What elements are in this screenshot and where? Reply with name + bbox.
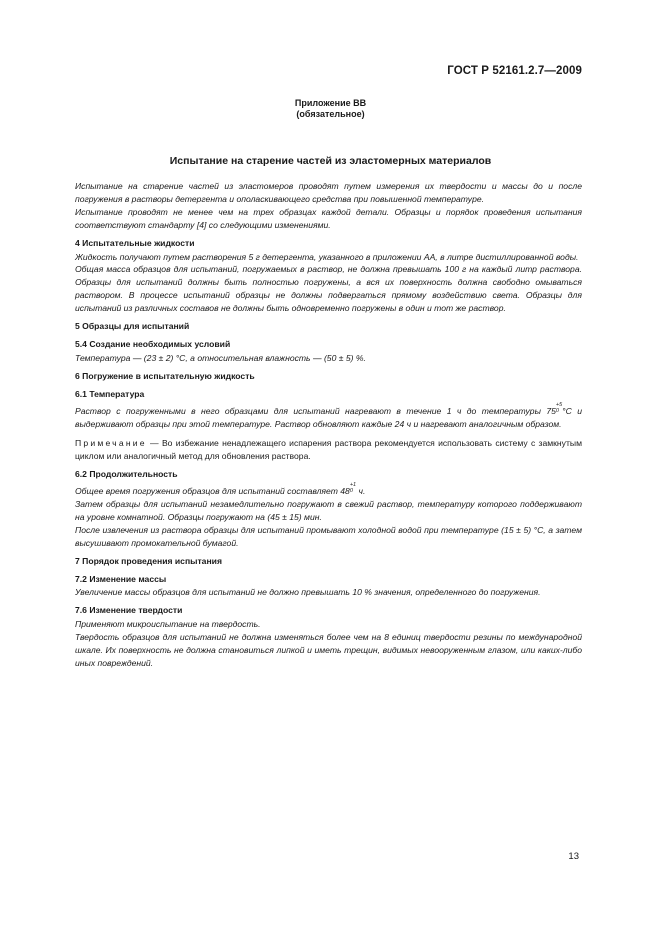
section-5-4-heading: 5.4 Создание необходимых условий <box>75 338 231 349</box>
temperature-value: 75 <box>546 405 556 416</box>
duration-unit: ч. <box>358 486 366 497</box>
document-body <box>75 180 582 670</box>
annex-title: Испытание на старение частей из эластомерных материалов <box>169 155 492 167</box>
note-paragraph <box>75 437 582 463</box>
section-7-2-text: Увеличение массы образцов для испытаний не должно превышать 10 % значения, определенного до погружения. <box>75 587 541 598</box>
section-6-2-text-b: Затем образцы для испытаний незамедлительно погружают в свежий раствор, температуру которого поддерживают на уровне комнатной. Образцы погружают на (45 ± 15) мин. <box>75 499 582 522</box>
section-6-1-heading: 6.1 Температура <box>75 388 145 399</box>
section-6-1-text-b: °С и выдерживают образцы при этой температуре. Раствор обновляют каждые 24 ч и нагревают аналогичным образом. <box>75 405 583 429</box>
section-6-2-text-c: После извлечения из раствора образцы для испытаний промывают холодной водой при температуре (15 ± 5) °С, а затем высушивают промокательной бумагой. <box>75 524 582 548</box>
duration-tolerance-lower: 0 <box>349 488 353 495</box>
section-6-2-text-a <box>75 482 582 498</box>
intro-paragraph-1: Испытание на старение частей из эластомеров проводят путем измерения их твердости и массы до и после погружения в растворы детергента и ополаскивающего средства при повышенной температуре. <box>75 181 582 204</box>
section-5-4-text: Температура — (23 ± 2) °С, а относительная влажность — (50 ± 5) %. <box>75 352 366 363</box>
duration-tolerance-upper: +1 <box>349 482 357 489</box>
temperature-tolerance-upper: +5 <box>555 401 563 408</box>
section-6-1-text-a: Раствор с погруженными в него образцами для испытаний нагревают в течение 1 ч до температуры <box>75 405 541 416</box>
standard-designation: ГОСТ Р 52161.2.7—2009 <box>447 65 582 77</box>
duration-tolerance <box>350 482 356 494</box>
section-4-heading: 4 Испытательные жидкости <box>75 237 195 248</box>
section-7-6-text-a: Применяют микроиспытание на твердость. <box>75 619 261 630</box>
annex-status: (обязательное) <box>296 109 365 119</box>
duration-text: Общее время погружения образцов для испытаний составляет <box>75 486 338 497</box>
section-5-heading: 5 Образцы для испытаний <box>75 321 190 332</box>
section-4-paragraph-2: Общая масса образцов для испытаний, погружаемых в раствор, не должна превышать 100 г на каждый литр раствора. Образцы для испытаний должны быть полностью погружены, а вся их поверхность должна свободно омываться раствором. В процессе испытаний образцы не должны подвергаться прямому воздействию света. Образцы для испытаний из различных составов не должны быть одновременно погружены в один и тот же раствор. <box>75 264 582 314</box>
temperature-tolerance-lower: 0 <box>555 407 559 414</box>
section-7-2-heading: 7.2 Изменение массы <box>75 573 167 584</box>
section-6-heading: 6 Погружение в испытательную жидкость <box>75 370 255 381</box>
section-7-heading: 7 Порядок проведения испытания <box>75 555 222 566</box>
section-6-2-heading: 6.2 Продолжительность <box>75 469 178 480</box>
section-7-6-heading: 7.6 Изменение твердости <box>75 605 183 616</box>
note-text: — Во избежание ненадлежащего испарения раствора рекомендуется использовать систему с замкнутым циклом или аналогичный метод для обновления раствора. <box>75 438 582 462</box>
page-number: 13 <box>568 851 579 862</box>
section-6-1-text <box>75 402 582 431</box>
section-4-paragraph-1: Жидкость получают путем растворения 5 г детергента, указанного в приложении АА, в литре дистиллированной воды. <box>75 251 579 262</box>
duration-value: 48 <box>340 486 350 497</box>
note-label: Примечание <box>75 438 147 449</box>
section-7-6-text-b: Твердость образцов для испытаний не должна изменяться более чем на 8 единиц твердости резины по международной шкале. Их поверхность не должна становиться липкой и иметь трещин, видимых невооруженным глазом, или каких-либо иных повреждений. <box>75 632 582 668</box>
annex-label: Приложение ВВ <box>294 98 367 108</box>
intro-paragraph-2: Испытание проводят не менее чем на трех образцах каждой детали. Образцы и порядок проведения испытания соответствуют стандарту [4] со следующими изменениями. <box>75 206 582 230</box>
